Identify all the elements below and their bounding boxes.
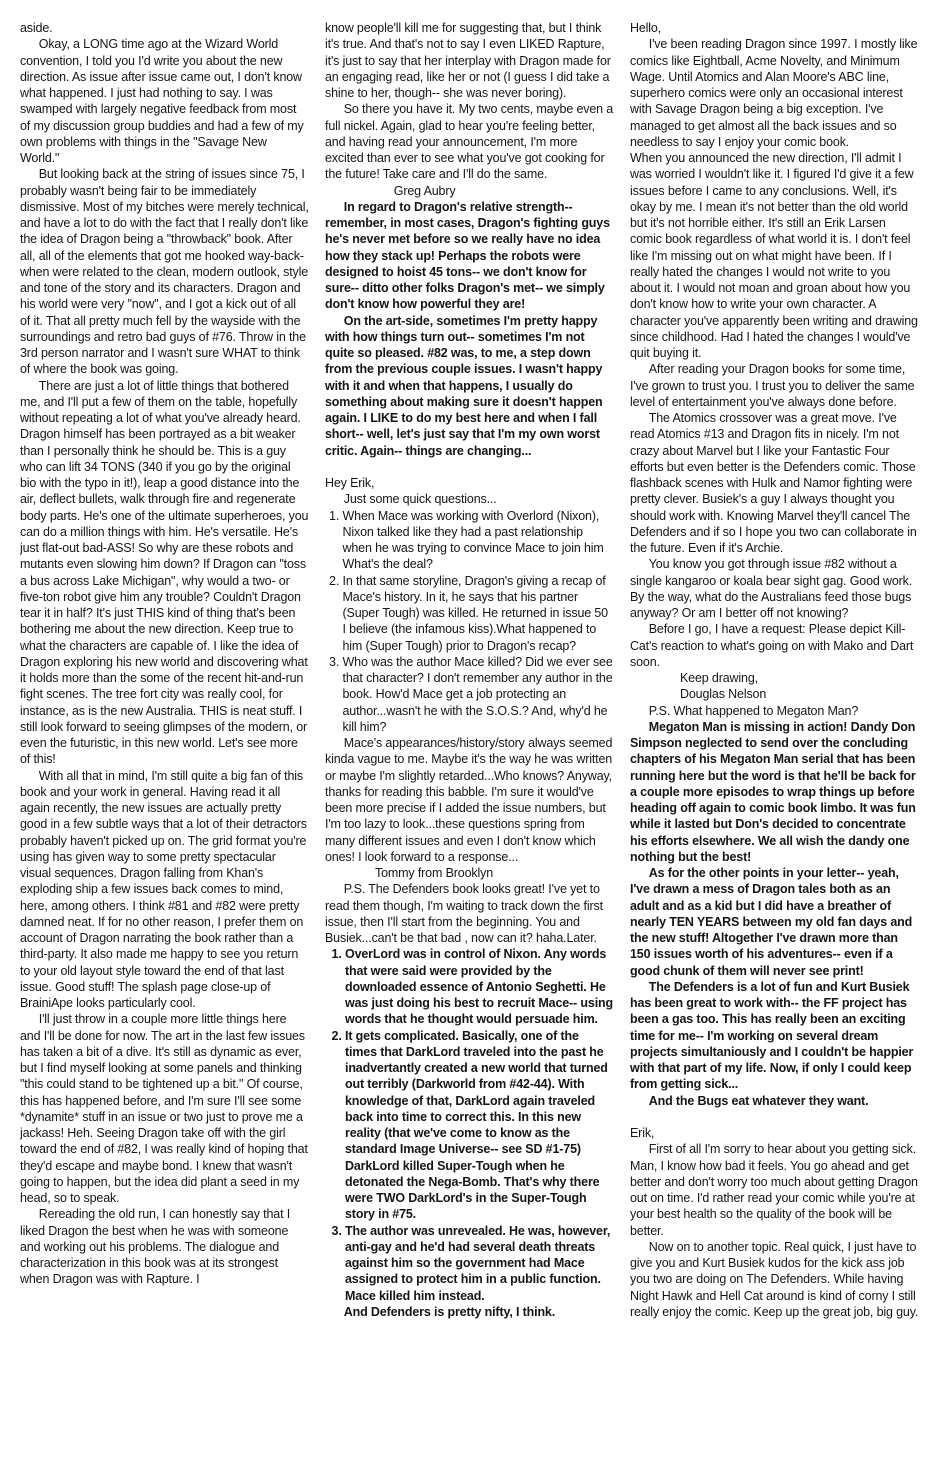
letter-paragraph: When you announced the new direction, I'll admit I was worried I wouldn't like it. I figured I'd give it a few issues before I came to any conclusions. Well, it's okay by me. I mean it's not better than the old world but it's not horrible either. It's still an Erik Larsen comic book regardless of what world it is. I don't feel like I'm missing out on what might have been. If I really hated the changes I would not write to you about it. I would not moan and groan about how you don't know how to write your own character. A character you've apparently been writing and drawing since childhood. Had I hated the changes I would've quit buying it. <box>630 151 918 360</box>
letter-closing: Keep drawing, <box>680 671 758 685</box>
answer-list <box>325 946 614 1304</box>
letter-greeting: Hello, <box>630 21 662 35</box>
letter-signature: Tommy from Brooklyn <box>375 866 494 880</box>
letter-paragraph: Mace's appearances/history/story always seemed kinda vague to me. Maybe it's the way he was written or maybe I'm slightly retarded...Who knows? Anyway, thanks for reading this babble. I'm sure it would've been more precise if I added the issue numbers, but I'm too lazy to look...these questions spring from many different issues and even I don't know which ones! I look forward to a response... <box>325 736 613 864</box>
editor-reply: The Defenders is a lot of fun and Kurt Busiek has been great to work with-- the FF project has been a gas too. This has really been an exciting time for me-- I'm working on several dream projects simultaniously and I couldn't be happier with that part of my life. Now, if only I could keep from getting sick... <box>630 979 914 1092</box>
question-item: 2. In that same storyline, Dragon's giving a recap of Mace's history. In it, he says that his partner (Super Tough) was killed. He returned in issue 50 I believe (the infamous kiss).What happened to him (Super Tough) prior to Dragon's recap? <box>343 573 615 654</box>
answer-item: 1. OverLord was in control of Nixon. Any words that were said were provided by the downloaded essence of Antonio Seghetti. He was just doing his best to recruit Mace-- using words that he thought would persuade him. <box>345 946 614 1027</box>
letter-greeting: Erik, <box>630 1126 655 1140</box>
editor-reply: As for the other points in your letter-- yeah, I've drawn a mess of Dragon tales both as an adult and as a kid but I did have a breather of nearly TEN YEARS between my old fan days and the new stuff! Altogether I've drawn more than 150 issues worth of his adventures-- even if a good chunk of them will never see print! <box>630 866 913 978</box>
letter-postscript: P.S. The Defenders book looks great! I've yet to read them though, I'm waiting to track down the first issue, then I'll start from the beginning. You and Busiek...can't be that bad , now can it? haha.Later. <box>325 882 603 945</box>
letter-paragraph: I'll just throw in a couple more little things here and I'll be done for now. The art in the last few issues has taken a bit of a dive. It's still as dynamic as ever, but I find myself looking at some panels and thinking "this could stand to be tightened up a bit." Of course, this has happened before, and I'm sure I'll see some *dynamite* stuff in an issue or two just to prove me a jackass! Heh. Seeing Dragon take off with the girl toward the end of #82, I was really kind of hoping that they'd escape and maybe bond. I knew that wasn't going to happen, but the idea did plant a seed in my head, so to speak. <box>20 1012 308 1205</box>
letter-paragraph: There are just a lot of little things that bothered me, and I'll put a few of them on the table, hopefully without repeating a lot of what you've already heard. Dragon himself has been portrayed as a bit weaker than I personally think he should be. This is a guy who can lift 34 TONS (340 if you go by the original bio with the typo in it!), leap a good distance into the air, deflect bullets, walk through fire and regenerate body parts. He's one of the ultimate superheroes, you can do a million things with him. He's versatile. He's just flat-out bad-ASS! So why are these robots and mutants even slowing him down? If Dragon can "toss a bus across Lake Michigan", why would a two- or five-ton robot give him any trouble? Couldn't Dragon tear it in half? It's just THIS kind of thing that's been bothering me about the new direction. Keep true to what the characters are capable of. I like the idea of Dragon exploring his new world and discovering what it holds more than the some of the recent hit-and-run fight scenes. The tree fort city was really cool, for instance, as is the new Australia. THIS is neat stuff. I still look forward to seeing glimpses of the modern, or even the futuristic, in this new world. Let's see more of this! <box>20 378 309 767</box>
editor-reply: Megaton Man is missing in action! Dandy Don Simpson neglected to send over the concluding chapters of his Megaton Man serial that has been running here but the word is that he'll be back for a couple more episodes to wrap things up before heading off again to comic book limbo. It was fun while it lasted but Don's decided to concentrate his efforts elsewhere. We all wish the dandy one nothing but the best! <box>630 719 916 864</box>
letter-paragraph: Before I go, I have a request: Please depict Kill-Cat's reaction to what's going on with Mako and Dart soon. <box>630 622 914 669</box>
editor-reply: In regard to Dragon's relative strength-- remember, in most cases, Dragon's fighting guys he's never met before so we really have no idea how they stack up! Perhaps the robots were designed to hoist 45 tons-- we don't know for sure-- ditto other folks Dragon's met-- we simply don't know how powerful they are! <box>325 199 610 312</box>
letter-paragraph: Now on to another topic. Real quick, I just have to give you and Kurt Busiek kudos for the kick ass job you two are doing on The Defenders. While having Night Hawk and Hell Cat around is kind of corny I still really enjoy the comic. Keep up the great job, big guy. <box>630 1239 919 1319</box>
answer-item: 2. It gets complicated. Basically, one of the times that DarkLord traveled into the past he inadvertantly created a new world that turned out terribly (Darkworld from #42-44). With knowledge of that, DarkLord again traveled back into time to correct this. In this new reality (that we've come to know as the standard Image Universe-- see SD #1-75) DarkLord killed Super-Tough when he detonated the Nega-Bomb. That's why there were TWO DarkLord's in the Super-Tough story in #75. <box>345 1028 614 1223</box>
column-1 <box>20 20 309 1464</box>
letter-paragraph: With all that in mind, I'm still quite a big fan of this book and your work in general. Having read it all again recently, the new issues are actually pretty good in a few subtle ways that a lot of their detractors probably haven't picked up on. The grid format you're using has given way to some pretty spectacular visual sequences. Dragon falling from Khan's exploding ship a few issues back comes to mind, here, among others. I think #81 and #82 were pretty damned neat. If for no other reason, I prefer them on account of Dragon narrating the book rather than a third-party. It also made me happy to see you return to your old layout style toward the end of that last issue. Good stuff! The splash page close-up of BrainiApe looks particularly cool. <box>20 768 307 1010</box>
letter-paragraph: You know you got through issue #82 without a single kangaroo or koala bear sight gag. Good work. By the way, what do the Australians feed those bugs anyway? Or am I better off not knowing? <box>630 557 913 620</box>
editor-reply: And Defenders is pretty nifty, I think. <box>343 1304 556 1319</box>
column-3 <box>630 20 919 1464</box>
letter-greeting: Hey Erik, <box>325 476 375 490</box>
answer-item: 3. The author was unrevealed. He was, however, anti-gay and he'd had several death threats against him so the government had Mace assigned to protect him in a public function. Mace killed him instead. <box>345 1223 614 1304</box>
letter-paragraph: So there you have it. My two cents, maybe even a full nickel. Again, glad to hear you're feeling better, and having read your announcement, I'm more excited than ever to see what you've got cooking for the future! Take care and I'll do the same. <box>325 102 614 182</box>
letter-paragraph: Rereading the old run, I can honestly say that I liked Dragon the best when he was with someone and working out his problems. The dialogue and characterization in this book was at its strongest when Dragon was with Rapture. I <box>20 1207 291 1287</box>
letter-paragraph: I've been reading Dragon since 1997. I mostly like comics like Eightball, Acme Novelty, and Minimum Wage. Until Atomics and Alan Moore's ABC line, superhero comics were only an occasional interest with Savage Dragon being a big exception. I've managed to get almost all the back issues and so needless to say I enjoy your comic book. <box>630 37 918 149</box>
editor-reply: On the art-side, sometimes I'm pretty happy with how things turn out-- sometimes I'm not quite so pleased. #82 was, to me, a step down from the previous couple issues. I wasn't happy with it and when that happens, I usually do something about making sure it doesn't happen again. I LIKE to do my best here and when I fall short-- well, let's just say that I'm my own worst critic. Again-- things are changing... <box>325 313 603 458</box>
letter-paragraph: aside. <box>20 21 53 35</box>
question-list <box>325 508 614 736</box>
question-item: 3. Who was the author Mace killed? Did we ever see that character? I don't remember any author in the book. How'd Mace get a job protecting an author...wasn't he with the S.O.S.? And, why'd he kill him? <box>343 654 615 735</box>
letter-paragraph: First of all I'm sorry to hear about you getting sick. Man, I know how bad it feels. You go ahead and get better and don't worry too much about getting Dragon out on time. I'd rather read your comic while you're at your best health so the quality of the book will be better. <box>630 1142 918 1238</box>
letter-postscript: P.S. What happened to Megaton Man? <box>648 703 859 718</box>
letter-signature: Greg Aubry <box>393 183 456 198</box>
letter-signature: Douglas Nelson <box>680 687 767 702</box>
letter-paragraph: Just some quick questions... <box>343 492 497 507</box>
letter-paragraph: know people'll kill me for suggesting that, but I think it's true. And that's not to say I even LIKED Rapture, it's just to say that her interplay with Dragon made for an engaging read, like her or not (I guess I did take a shine to her, though-- she was never boring). <box>325 21 611 100</box>
editor-reply: And the Bugs eat whatever they want. <box>648 1093 869 1108</box>
letter-paragraph: After reading your Dragon books for some time, I've grown to trust you. I trust you to deliver the same level of entertainment you've always done before. <box>630 362 915 409</box>
letter-paragraph: The Atomics crossover was a great move. I've read Atomics #13 and Dragon fits in nicely. I'm not crazy about Marvel but I like your Fantastic Four efforts but even better is the Defenders comic. Those flashback scenes with Hulk and Namor fighting were pretty clever. Busiek's a guy I always thought you should work with. Knowing Marvel they'll cancel The Defenders and if so I hope you two can collaborate in the future. Even if it's Archie. <box>630 411 917 555</box>
letter-paragraph: Okay, a LONG time ago at the Wizard World convention, I told you I'd write you about the new direction. As issue after issue came out, I don't know what happened. I just had nothing to say. I was swamped with largely negative feedback from most of my discussion group buddies and had a few of my own problems with things in the "Savage New World." <box>20 37 304 165</box>
column-2 <box>325 20 614 1464</box>
question-item: 1. When Mace was working with Overlord (Nixon), Nixon talked like they had a past relationship when he was trying to convince Mace to join him What's the deal? <box>343 508 615 573</box>
letter-paragraph: But looking back at the string of issues since 75, I probably wasn't being fair to be immediately dismissive. Most of my bitches were merely technical, and have a lot to do with the fact that I really don't like the idea of Dragon being a "throwback" book. After all, all of the elements that got me hooked way-back-when were related to the clean, modern outlook, style and tone of the story and its characters. Dragon and his world were very "now", and I got a kick out of all of it. That all pretty much fell by the wayside with the surroundings and retro bad guys of #76. Throw in the 3rd person narrator and I wasn't sure WHAT to think of where the book was going. <box>20 167 309 377</box>
